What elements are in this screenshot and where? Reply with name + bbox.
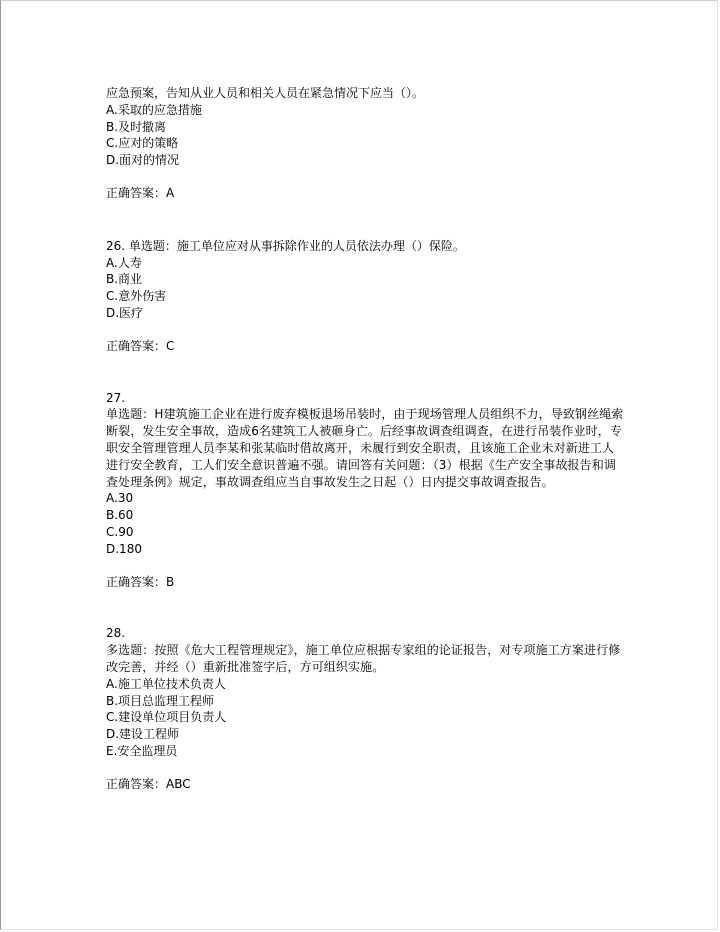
correct-answer: 正确答案：A — [106, 185, 175, 200]
option-e: E.安全监理员 — [106, 743, 178, 758]
option-a: A.施工单位技术负责人 — [106, 676, 226, 691]
question-stem: 多选题：按照《危大工程管理规定》，施工单位应根据专家组的论证报告，对专项施工方案进行修改完善，并经（）重新批准签字后，方可组织实施。 — [106, 643, 621, 674]
question-27 — [106, 390, 626, 591]
option-a: A.人寿 — [106, 255, 142, 270]
question-number: 27. — [106, 390, 126, 405]
question-25 — [106, 85, 626, 202]
correct-answer: 正确答案：C — [106, 338, 175, 353]
option-d: D.180 — [106, 541, 142, 556]
spacer — [106, 355, 626, 390]
option-b: B.项目总监理工程师 — [106, 693, 215, 708]
option-a: A.30 — [106, 491, 134, 506]
question-stem: 单选题：H建筑施工企业在进行废弃模板退场吊装时，由于现场管理人员组织不力，导致钢丝绳索断裂，发生安全事故，造成6名建筑工人被砸身亡。后经事故调查组调查，在进行吊装作业时，专职安全管理管理人员李某和张某临时借故离开，未履行到安全职责，且该施工企业未对新进工人进行安全教育，工人们安全意识普遍不强。请回答有关问题：（3）根据《生产安全事故报告和调查处理条例》规定，事故调查组应当自事故发生之日起（）日内提交事故调查报告。 — [106, 407, 624, 489]
question-stem: 26. 单选题：施工单位应对从事拆除作业的人员依法办理（）保险。 — [106, 238, 465, 253]
option-d: D.建设工程师 — [106, 727, 180, 742]
question-stem: 应急预案，告知从业人员和相关人员在紧急情况下应当（）。 — [106, 86, 425, 100]
question-26 — [106, 238, 626, 355]
option-b: B.60 — [106, 508, 134, 523]
spacer — [106, 590, 626, 625]
correct-answer: 正确答案：ABC — [106, 776, 191, 791]
option-c: C.建设单位项目负责人 — [106, 710, 227, 725]
option-b: B.商业 — [106, 272, 143, 287]
correct-answer: 正确答案：B — [106, 574, 175, 589]
option-d: D.面对的情况 — [106, 153, 180, 168]
option-b: B.及时撤离 — [106, 119, 167, 134]
option-d: D.医疗 — [106, 305, 144, 320]
spacer — [106, 202, 626, 238]
question-28 — [106, 625, 626, 792]
option-a: A.采取的应急措施 — [106, 102, 202, 117]
option-c: C.意外伤害 — [106, 289, 167, 304]
option-c: C.应对的策略 — [106, 136, 179, 151]
question-number: 28. — [106, 626, 126, 641]
option-c: C.90 — [106, 524, 134, 539]
page-content — [106, 85, 626, 793]
